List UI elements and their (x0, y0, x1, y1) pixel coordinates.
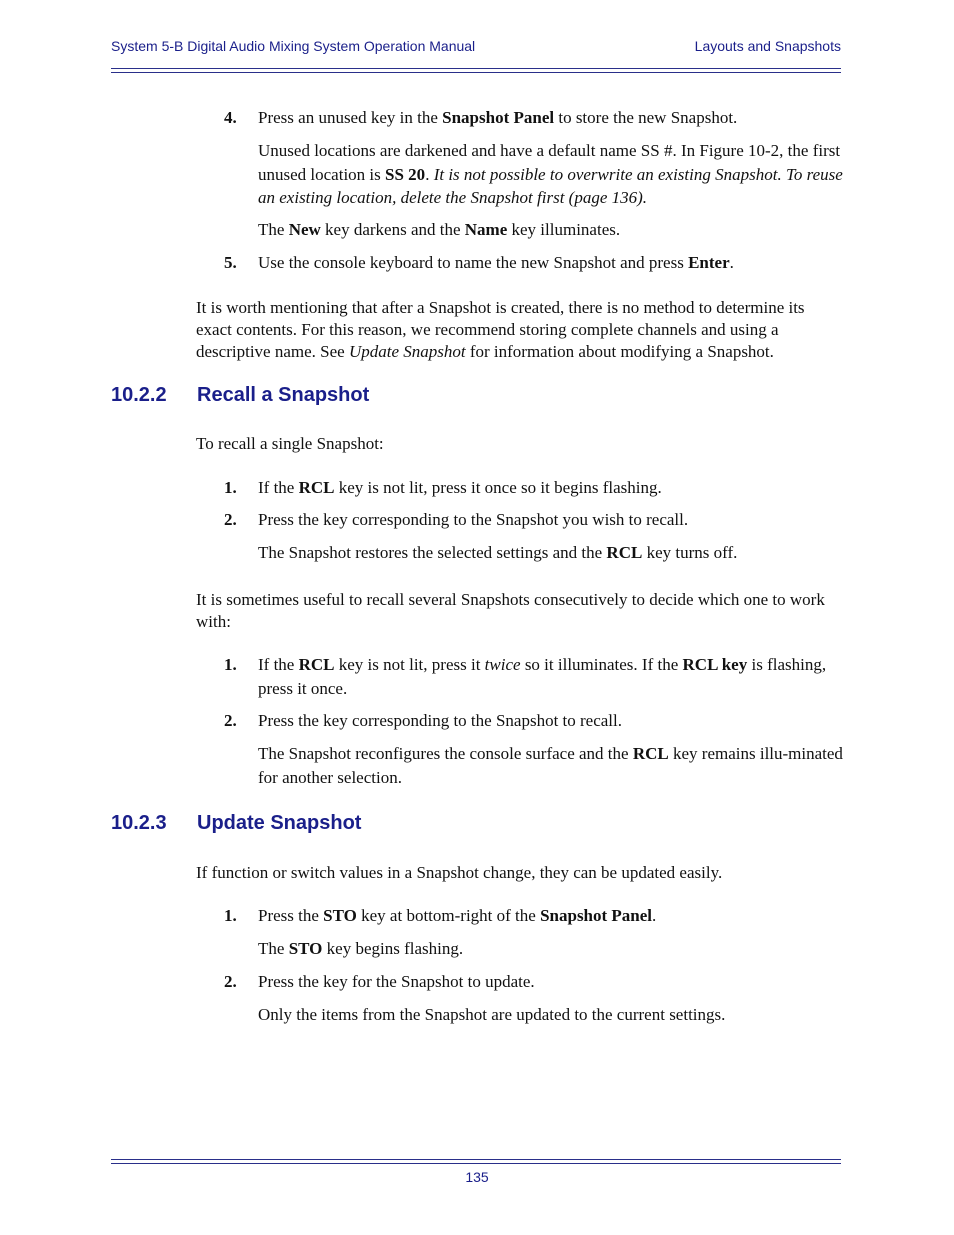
step-number: 2. (224, 711, 237, 730)
recall-several-step-2 (224, 709, 844, 733)
note-bold-term: RCL (606, 543, 643, 562)
step-4 (224, 106, 844, 130)
note-text: The Snapshot restores the selected settings and the (258, 543, 607, 562)
recall-step-2 (224, 508, 844, 532)
update-step-2 (224, 970, 844, 994)
page-number: 135 (465, 1169, 489, 1185)
step-text: key at bottom-right of the (356, 906, 541, 925)
step-bold-term: Snapshot Panel (442, 108, 555, 127)
update-step-1 (224, 904, 844, 928)
note-text: Unused locations are darkened and have a default name SS #. In Figure 10-2, the first unused location is (258, 141, 841, 184)
step-text: . (729, 253, 734, 272)
running-header-title: System 5-B Digital Audio Mixing System Operation Manual (111, 38, 476, 54)
header-rule (111, 68, 841, 69)
step-number: 1. (224, 906, 237, 925)
section-number: 10.2.2 (111, 384, 167, 406)
note-text: The (258, 939, 289, 958)
step-italic: twice (484, 655, 521, 674)
note-bold-term: RCL (632, 744, 669, 763)
note-text: key darkens and the (320, 220, 465, 239)
paragraph-italic-ref: Update Snapshot (348, 342, 466, 361)
step-text: key is not lit, press it once so it begins flashing. (334, 478, 662, 497)
running-header-chapter: Layouts and Snapshots (694, 38, 841, 54)
update-step-2-note: Only the items from the Snapshot are updated to the current settings. (258, 1005, 726, 1024)
step-text: is flashing, press it once. (258, 655, 827, 698)
recall-several-step-2-note (258, 742, 844, 789)
note-text: key turns off. (642, 543, 738, 562)
recall-step-2-note (258, 541, 844, 565)
step-text: to store the new Snapshot. (554, 108, 738, 127)
step-number: 2. (224, 510, 237, 529)
note-bold-term: New (288, 220, 321, 239)
note-bold-term: STO (288, 939, 323, 958)
paragraph-text: It is worth mentioning that after a Snapshot is created, there is no method to determine its exact contents. For this reason, we recommend storing complete channels and using a descriptive name. See (196, 298, 805, 361)
note-text: The Snapshot reconfigures the console surface and the (258, 744, 633, 763)
step-text: Press the key corresponding to the Snapshot to recall. (258, 711, 623, 730)
section-title: Recall a Snapshot (197, 384, 370, 406)
section-title: Update Snapshot (197, 812, 362, 834)
note-text: The (258, 220, 289, 239)
recall-intro: To recall a single Snapshot: (196, 434, 384, 453)
recall-step-1 (224, 476, 844, 500)
section-number: 10.2.3 (111, 812, 167, 834)
step-bold-term: Enter (688, 253, 730, 272)
step-bold-term: Snapshot Panel (540, 906, 653, 925)
step-4-note-keys (258, 218, 844, 242)
footer-rule-secondary (111, 1163, 841, 1164)
step-text: . (652, 906, 657, 925)
paragraph-text: for information about modifying a Snapshot. (465, 342, 774, 361)
step-text: so it illuminates. If the (520, 655, 683, 674)
note-text: . (425, 164, 434, 184)
paragraph-snapshot-contents (196, 297, 844, 363)
header-rule-secondary (111, 72, 841, 73)
step-bold-term: RCL (298, 478, 335, 497)
note-italic: It is not possible to overwrite an existing Snapshot. To reuse an existing location, delete the Snapshot first (page 136). (258, 164, 843, 207)
step-number: 2. (224, 972, 237, 991)
section-heading-recall (111, 384, 369, 407)
step-number: 4. (224, 108, 237, 127)
step-text: If the (258, 478, 299, 497)
update-intro: If function or switch values in a Snapshot change, they can be updated easily. (196, 863, 723, 882)
section-heading-update (111, 812, 361, 835)
step-text: Press the key for the Snapshot to update. (258, 972, 535, 991)
step-number: 1. (224, 478, 237, 497)
step-text: Press the (258, 906, 324, 925)
step-number: 5. (224, 253, 237, 272)
step-bold-term: STO (323, 906, 357, 925)
note-text: key illuminates. (507, 220, 621, 239)
footer-rule (111, 1159, 841, 1160)
step-text: key is not lit, press it (334, 655, 485, 674)
note-text: key remains illu-minated for another selection. (258, 744, 843, 787)
step-text: Use the console keyboard to name the new Snapshot and press (258, 253, 689, 272)
step-bold-term: RCL key (682, 655, 748, 674)
note-bold-term: Name (464, 220, 508, 239)
recall-several-step-1 (224, 653, 844, 701)
note-bold-term: SS 20 (385, 164, 426, 184)
step-bold-term: RCL (298, 655, 335, 674)
step-number: 1. (224, 655, 237, 674)
paragraph-recall-several: It is sometimes useful to recall several Snapshots consecutively to decide which one to work with: (196, 590, 825, 631)
step-5 (224, 251, 844, 275)
step-text: If the (258, 655, 299, 674)
note-text: key begins flashing. (322, 939, 464, 958)
step-text: Press an unused key in the (258, 108, 443, 127)
step-4-note-unused (258, 139, 844, 210)
update-step-1-note (258, 937, 844, 961)
step-text: Press the key corresponding to the Snapshot you wish to recall. (258, 510, 689, 529)
